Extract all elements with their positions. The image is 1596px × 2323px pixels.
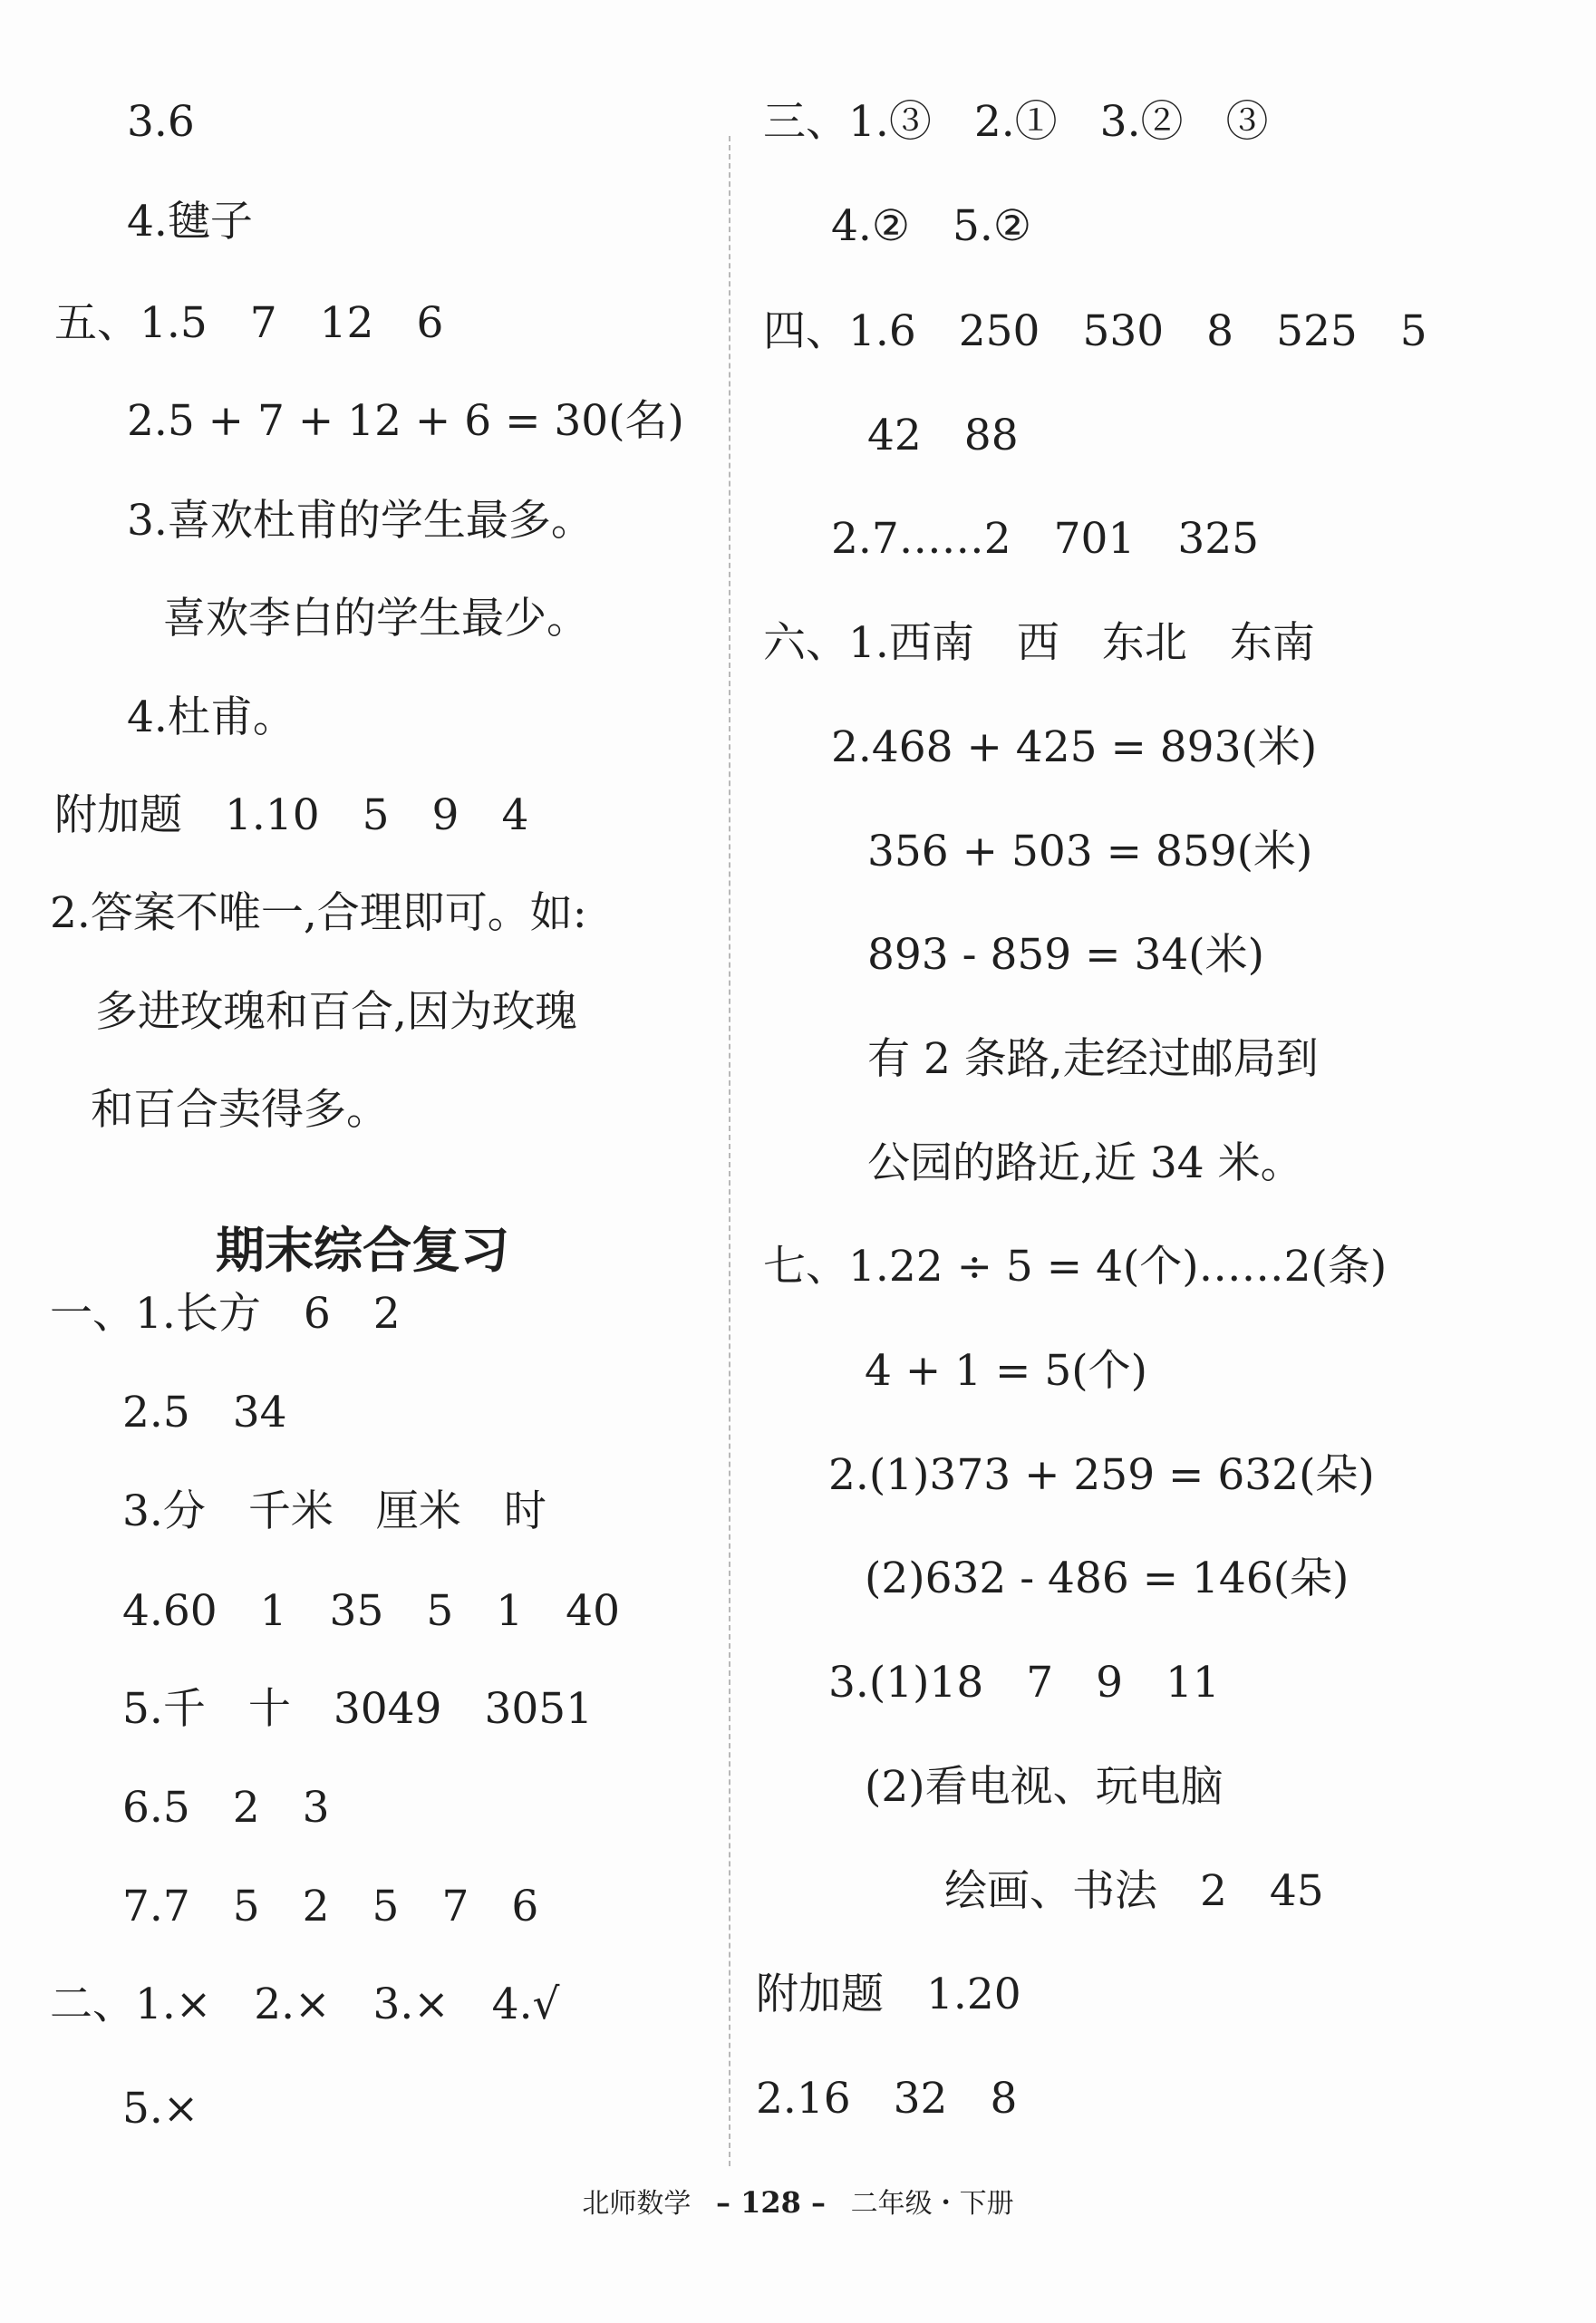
left-answer-line: 一、1.长方 6 2 (50, 1289, 401, 1339)
right-answer-line: 六、1.西南 西 东北 东南 (763, 618, 1315, 668)
right-answer-line: 绘画、书法 2 45 (944, 1866, 1324, 1916)
left-answer-line: 和百合卖得多。 (91, 1085, 389, 1135)
left-answer-line: 2.5 + 7 + 12 + 6 = 30(名) (127, 396, 684, 446)
left-answer-line: 2.5 34 (122, 1388, 287, 1437)
left-answer-line: 4.杜甫。 (127, 692, 295, 742)
right-answer-line: 42 88 (867, 411, 1019, 460)
right-answer-line: 4 + 1 = 5(个) (865, 1346, 1147, 1396)
right-answer-line: 公园的路近,近 34 米。 (867, 1138, 1303, 1188)
right-answer-line: 2.(1)373 + 259 = 632(朵) (828, 1450, 1375, 1500)
left-answer-line: 二、1.× 2.× 3.× 4.√ (50, 1979, 560, 2029)
right-answer-line: 三、1.③ 2.① 3.② ③ (763, 97, 1269, 147)
right-answer-line: 2.468 + 425 = 893(米) (831, 722, 1318, 772)
left-answer-line: 4.毽子 (127, 197, 253, 247)
left-answer-line: 2.答案不唯一,合理即可。如: (50, 888, 587, 938)
right-answer-line: 2.7……2 701 325 (831, 514, 1260, 564)
column-divider (729, 136, 730, 2166)
left-answer-line: 喜欢李白的学生最少。 (163, 594, 589, 644)
right-answer-line: 4.② 5.② (831, 201, 1031, 251)
right-answer-line: 四、1.6 250 530 8 525 5 (763, 306, 1427, 356)
page-number: 128 (740, 2185, 801, 2220)
left-answer-line: 5.× (122, 2084, 199, 2134)
right-answer-line: 2.16 32 8 (756, 2074, 1018, 2124)
right-answer-line: 七、1.22 ÷ 5 = 4(个)……2(条) (763, 1242, 1388, 1292)
footer-subject: 北师数学 (582, 2188, 692, 2220)
page-footer: 北师数学 – 128 – 二年级・下册 (582, 2185, 1014, 2220)
left-answer-line: 五、1.5 7 12 6 (54, 298, 444, 348)
right-answer-line: (2)632 - 486 = 146(朵) (865, 1554, 1349, 1603)
left-answer-line: 附加题 1.10 5 9 4 (54, 790, 529, 840)
footer-grade: 二年级・下册 (850, 2188, 1014, 2220)
left-answer-line: 多进玫瑰和百合,因为玫瑰 (95, 987, 577, 1037)
left-answer-line: 5.千 十 3049 3051 (122, 1684, 594, 1734)
left-answer-line: 3.分 千米 厘米 时 (122, 1486, 547, 1536)
left-answer-line: 3.喜欢杜甫的学生最多。 (127, 496, 594, 546)
right-answer-line: 356 + 503 = 859(米) (867, 827, 1313, 876)
right-answer-line: 有 2 条路,走经过邮局到 (867, 1034, 1319, 1084)
left-answer-line: 6.5 2 3 (122, 1783, 330, 1833)
left-answer-line: 3.6 (127, 97, 195, 147)
left-answer-line: 7.7 5 2 5 7 6 (122, 1882, 539, 1931)
right-answer-line: (2)看电视、玩电脑 (865, 1762, 1224, 1812)
right-column (736, 0, 1596, 2193)
right-answer-line: 附加题 1.20 (756, 1970, 1021, 2019)
left-column (0, 0, 725, 2193)
section-heading: 期末综合复习 (216, 1222, 509, 1279)
right-answer-line: 893 - 859 = 34(米) (867, 930, 1264, 980)
left-answer-line: 4.60 1 35 5 1 40 (122, 1586, 620, 1636)
right-answer-line: 3.(1)18 7 9 11 (828, 1658, 1220, 1708)
